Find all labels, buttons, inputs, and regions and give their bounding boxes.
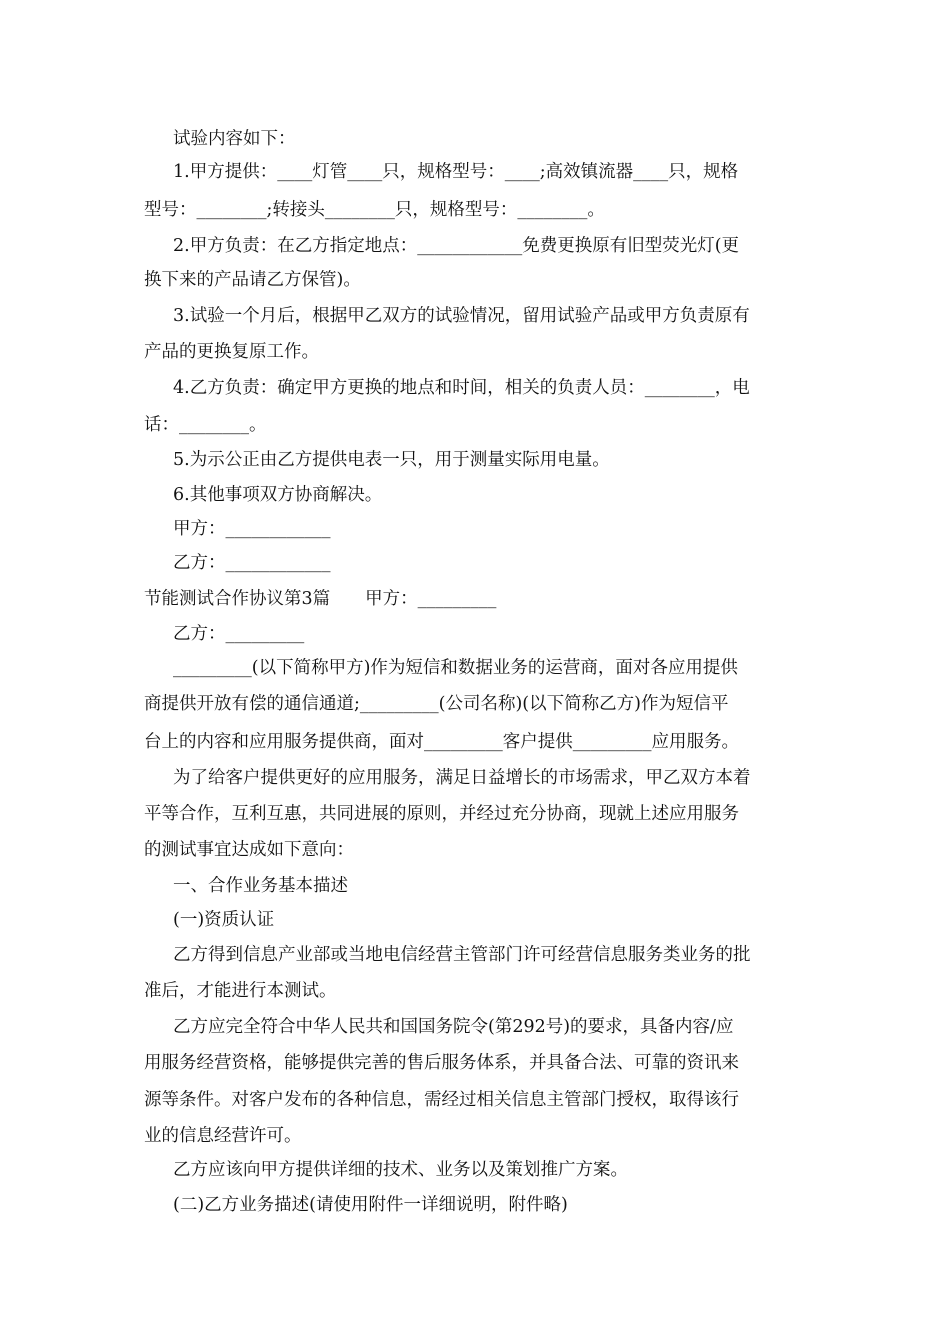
text-line: 台上的内容和应用服务提供商，面对_________客户提供_________应用服务。: [144, 732, 739, 752]
text-line: 试验内容如下：: [173, 129, 296, 149]
text-line: 准后，才能进行本测试。: [144, 981, 337, 1001]
text-line: 换下来的产品请乙方保管)。: [144, 270, 361, 290]
text-line: 5.为示公正由乙方提供电表一只，用于测量实际用电量。: [173, 450, 610, 470]
text-line: 用服务经营资格，能够提供完善的售后服务体系，并具备合法、可靠的资讯来: [144, 1053, 739, 1073]
text-line: 2.甲方负责：在乙方指定地点：____________免费更换原有旧型荧光灯(更: [173, 236, 740, 256]
subheading-business-description: (二)乙方业务描述(请使用附件一详细说明，附件略): [173, 1195, 568, 1215]
section-title: 节能测试合作协议第3篇 甲方：_________: [144, 589, 497, 609]
text-line: 乙方应该向甲方提供详细的技术、业务以及策划推广方案。: [173, 1160, 628, 1180]
text-line: 乙方得到信息产业部或当地电信经营主管部门许可经营信息服务类业务的批: [173, 945, 751, 965]
signature-line-party-b: 乙方：____________: [173, 553, 331, 573]
text-line: 业的信息经营许可。: [144, 1126, 302, 1146]
text-line: 话：________。: [144, 415, 267, 435]
text-line: _________(以下简称甲方)作为短信和数据业务的运营商，面对各应用提供: [173, 658, 738, 678]
text-line: 3.试验一个月后，根据甲乙双方的试验情况，留用试验产品或甲方负责原有: [173, 306, 750, 326]
subheading-qualification: (一)资质认证: [173, 910, 275, 930]
text-line: 1.甲方提供：____灯管____只，规格型号：____;高效镇流器____只，规格: [173, 162, 739, 182]
text-line: 源等条件。对客户发布的各种信息，需经过相关信息主管部门授权，取得该行: [144, 1090, 739, 1110]
text-line: 商提供开放有偿的通信通道;_________(公司名称)(以下简称乙方)作为短信平: [144, 694, 729, 714]
signature-line-party-a: 甲方：____________: [173, 519, 331, 539]
text-line: 产品的更换复原工作。: [144, 342, 319, 362]
text-line: 乙方：_________: [173, 624, 305, 644]
text-line: 6.其他事项双方协商解决。: [173, 485, 383, 505]
text-line: 的测试事宜达成如下意向：: [144, 840, 354, 860]
text-line: 为了给客户提供更好的应用服务，满足日益增长的市场需求，甲乙双方本着: [173, 768, 751, 788]
text-line: 型号：________;转接头________只，规格型号：________。: [144, 200, 605, 220]
text-line: 乙方应完全符合中华人民共和国国务院令(第292号)的要求，具备内容/应: [173, 1017, 734, 1037]
heading-cooperation: 一、合作业务基本描述: [173, 876, 348, 896]
text-line: 4.乙方负责：确定甲方更换的地点和时间，相关的负责人员：________，电: [173, 378, 750, 398]
text-line: 平等合作，互利互惠，共同进展的原则，并经过充分协商，现就上述应用服务: [144, 804, 739, 824]
